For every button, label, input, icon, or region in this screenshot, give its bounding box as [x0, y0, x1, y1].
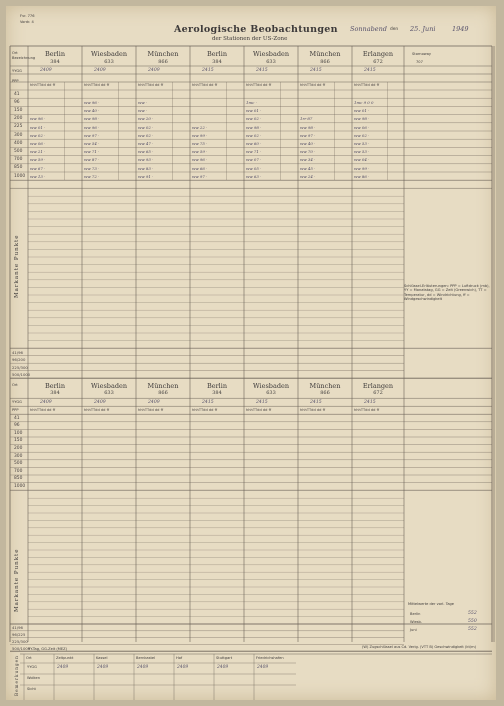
station-name-lower-1: Wiesbaden — [90, 382, 128, 391]
value-upper-3-2: ww 20 · — [138, 116, 154, 122]
value-upper-4-1: ww 96 · — [84, 124, 100, 130]
station-number-lower-1: 633 — [104, 390, 114, 397]
markante-punkte-label-lower: Markante Punkte — [14, 548, 20, 612]
station-name-upper-5: München — [309, 50, 341, 58]
bottom-cell-0-4: 2409 — [177, 665, 189, 670]
level-upper-1000: 1000 — [14, 173, 26, 179]
yygg-upper-2: 2409 — [148, 68, 160, 73]
bottom-cell-1-0: Wolken — [27, 676, 40, 680]
station-number-upper-1: 633 — [104, 59, 114, 65]
value-upper-4-5: ww 98 · — [300, 124, 316, 130]
value-upper-9-2: ww 83 · — [138, 165, 154, 171]
value-upper-10-1: ww 72 · — [84, 173, 100, 179]
bottom-col-5: Stuttgart — [216, 656, 233, 660]
date: 25. Juni — [410, 25, 436, 33]
level-upper-500: 500 — [14, 149, 23, 154]
subhead-lower-1: hhhTTdd dd ff — [84, 408, 110, 413]
form-number-2: Vordr. 4 — [20, 20, 34, 24]
subhead-lower-2: hhhTTdd dd ff — [138, 408, 164, 413]
mid-row-lower-3: 500/1000 — [12, 645, 31, 651]
value-upper-2-2: ww · — [138, 108, 148, 114]
yygg-label: YYGG — [12, 69, 22, 73]
value-upper-10-0: ww 13 · — [30, 173, 46, 179]
value-upper-3-6: ww 98 · — [354, 116, 370, 122]
level-lower-850: 850 — [14, 476, 23, 482]
station-number-lower-5: 866 — [320, 390, 330, 397]
yygg-upper-1: 2409 — [94, 68, 106, 73]
subhead-upper-2: hhhTTdd dd ff — [138, 83, 164, 87]
value-upper-5-4: ww 02 · — [246, 132, 262, 138]
subhead-lower-6: hhhTTdd dd ff — [354, 408, 380, 413]
value-upper-4-3: ww 22 · — [192, 124, 208, 130]
bemerkungen-label: Bemerkungen — [14, 655, 19, 696]
form-number: Fvr. 776 — [20, 14, 35, 18]
bottom-col-4: Hof — [176, 656, 183, 660]
bottom-cell-0-5: 2409 — [217, 665, 229, 670]
page-subtitle: der Stationen der US-Zone — [212, 36, 288, 42]
subhead-lower-4: hhhTTdd dd ff — [246, 408, 272, 413]
value-upper-9-5: ww 45 · — [300, 165, 316, 171]
value-upper-9-4: ww 05 · — [246, 165, 262, 171]
mid-row-upper-0: 41/96 — [12, 349, 23, 355]
station-number-lower-2: 866 — [158, 390, 168, 397]
value-upper-7-6: ww 53 · — [354, 149, 370, 155]
value-upper-9-0: ww 67 · — [30, 165, 46, 171]
date-prefix: den — [390, 27, 399, 32]
value-upper-7-0: ww 21 · — [30, 149, 46, 155]
value-upper-6-2: ww 47 · — [138, 141, 154, 146]
station-name-upper-4: Wiesbaden — [252, 50, 290, 58]
level-lower-41: 41 — [14, 415, 20, 421]
bottom-cell-0-1: 2409 — [57, 665, 69, 670]
mittelwerte-label: Mittelwerte der vorl. Tage — [408, 602, 455, 606]
yygg-lower-3: 2415 — [202, 400, 214, 406]
station-number-upper-5: 866 — [320, 59, 330, 65]
level-lower-300: 300 — [14, 453, 23, 459]
mid-row-upper-1: 96/200 — [12, 357, 26, 363]
station-number-lower-0: 384 — [50, 390, 60, 397]
value-upper-10-6: ww 86 · — [354, 173, 370, 179]
level-upper-700: 700 — [14, 157, 23, 163]
level-upper-400: 400 — [14, 140, 23, 146]
level-upper-850: 850 — [14, 165, 23, 171]
value-upper-6-5: ww 40 · — [300, 141, 316, 146]
value-upper-5-6: ww 02 · — [354, 132, 370, 138]
value-upper-7-1: ww 71 · — [84, 149, 100, 155]
subhead-upper-6: hhhTTdd dd ff — [354, 83, 380, 87]
subhead-upper-3: hhhTTdd dd ff — [192, 83, 218, 87]
value-upper-5-2: ww 02 · — [138, 132, 154, 138]
bottom-cell-0-3: 2409 — [137, 665, 149, 670]
value-upper-4-0: ww 01 · — [30, 124, 46, 130]
value-upper-6-6: ww 53 · — [354, 141, 370, 146]
level-upper-96: 96 — [14, 99, 20, 105]
mid-row-upper-2: 225/300 — [12, 364, 28, 370]
value-upper-3-5: 1rr 87 — [300, 116, 313, 122]
value-upper-1-2: ww · — [138, 100, 148, 105]
value-upper-8-2: ww 93 · — [138, 157, 154, 163]
value-upper-10-2: ww 91 · — [138, 173, 154, 179]
yygg-lower-6: 2415 — [364, 400, 376, 406]
level-upper-200: 200 — [14, 116, 23, 122]
bottom-col-6: Friedrichshafen — [256, 656, 284, 660]
value-upper-9-1: ww 73 · — [84, 165, 100, 171]
value-upper-9-6: ww 99 · — [354, 165, 370, 171]
value-upper-7-3: ww 59 · — [192, 149, 208, 155]
markante-punkte-label-upper: Markante Punkte — [14, 234, 20, 298]
value-upper-7-5: ww 70 · — [300, 149, 316, 155]
yygg-upper-6: 2415 — [364, 68, 376, 73]
bezeichnung-label: Bezeichnung — [12, 56, 36, 60]
mid-row-lower-2: 225/300 — [12, 639, 28, 644]
mittel-row-1: Wiesb. — [410, 620, 422, 624]
station-number-lower-4: 633 — [266, 390, 276, 397]
value-upper-5-1: ww 97 · — [84, 132, 100, 138]
value-upper-6-3: ww 75 · — [192, 141, 208, 146]
value-upper-3-0: ww 96 · — [30, 116, 46, 122]
yygg-upper-4: 2415 — [256, 68, 268, 73]
station-number-lower-3: 384 — [212, 390, 222, 397]
bottom-title: YY-Tag, GG-Zeit (MEZ) — [28, 647, 68, 651]
subhead-upper-4: hhhTTdd dd ff — [246, 83, 272, 87]
mittel-val-2: 552 — [468, 627, 477, 632]
value-upper-8-0: ww 59 · — [30, 157, 46, 163]
value-upper-6-4: ww 60 · — [246, 141, 262, 146]
level-upper-225: 225 — [14, 124, 23, 130]
station-name-lower-3: Berlin — [206, 382, 228, 391]
value-upper-8-3: ww 96 · — [192, 157, 208, 163]
key-notes: Schlüssel-Erläuterungen: PPP = Luftdruck (mb), YY = Monatstag, GG = Zeit (Greenwich), TT = Temperatur, dd = Windrichtung, ff = Windgeschwindigkeit — [404, 284, 490, 302]
level-upper-41: 41 — [14, 91, 20, 97]
bottom-cell-0-0: YYGG — [27, 665, 37, 669]
subhead-upper-5: hhhTTdd dd ff — [300, 83, 326, 87]
yygg-lower-0: 2409 — [40, 400, 52, 406]
value-upper-3-4: ww 02 · — [246, 116, 262, 122]
value-upper-5-3: ww 99 · — [192, 132, 208, 138]
value-upper-1-1: ww 96 · — [84, 100, 100, 105]
bottom-col-3: Bernkastel — [136, 656, 156, 660]
level-lower-1000: 1000 — [14, 484, 26, 489]
yygg-upper-0: 2409 — [40, 68, 52, 73]
value-upper-2-6: ww 01 · — [354, 108, 370, 114]
value-upper-1-4: 1mc · — [246, 100, 257, 105]
bottom-cell-0-6: 2409 — [257, 665, 269, 670]
station-name-lower-2: München — [147, 382, 179, 391]
value-upper-9-3: ww 66 · — [192, 165, 208, 171]
value-upper-2-4: ww 01 · — [246, 108, 262, 114]
value-upper-10-5: ww 24 · — [300, 173, 316, 179]
yygg-lower-5: 2415 — [310, 400, 322, 406]
station-number-upper-4: 633 — [266, 59, 276, 65]
value-upper-4-2: ww 02 · — [138, 124, 154, 130]
weekday: Sonnabend — [350, 25, 387, 33]
mid-row-upper-3: 500/1000 — [12, 372, 31, 378]
stornoway-num: 707 — [416, 60, 423, 64]
ppp-label-lower: PPP — [12, 408, 19, 413]
ort-label-lower: Ort — [12, 383, 18, 388]
level-lower-500: 500 — [14, 461, 23, 467]
value-upper-10-4: ww 63 · — [246, 173, 262, 179]
level-upper-300: 300 — [14, 132, 23, 138]
bottom-col-2: Kassel — [96, 656, 108, 660]
subhead-upper-1: hhhTTdd dd ff — [84, 83, 110, 87]
value-upper-2-1: ww 40 · — [84, 108, 100, 114]
station-name-upper-3: Berlin — [206, 50, 228, 58]
station-number-upper-2: 866 — [158, 59, 168, 65]
value-upper-5-5: ww 97 · — [300, 132, 316, 138]
yygg-upper-5: 2415 — [310, 68, 322, 73]
subhead-lower-5: hhhTTdd dd ff — [300, 408, 326, 413]
value-upper-4-4: ww 98 · — [246, 124, 262, 130]
value-upper-8-4: ww 07 · — [246, 157, 262, 163]
bottom-cell-0-2: 2409 — [97, 665, 109, 670]
value-upper-6-1: ww 54 · — [84, 141, 100, 146]
subhead-upper-0: hhhTTdd dd ff — [30, 83, 56, 87]
mittel-row-0: Berlin — [410, 612, 421, 616]
yygg-label-lower: YYGG — [12, 400, 22, 405]
value-upper-6-0: ww 06 · — [30, 141, 46, 146]
value-upper-10-3: ww 97 · — [192, 173, 208, 179]
value-upper-1-6: 1mc 9 0 0 — [354, 100, 374, 105]
level-lower-150: 150 — [14, 438, 23, 444]
level-upper-150: 150 — [14, 108, 23, 113]
level-lower-96: 96 — [14, 423, 20, 429]
station-name-lower-6: Erlangen — [362, 382, 394, 391]
station-number-upper-3: 384 — [212, 59, 222, 65]
page-title: Aerologische Beobachtungen — [174, 24, 338, 35]
ort-label: Ort — [12, 51, 18, 55]
bottom-note: (W) Zugschlüssel aus Cd. Verig. (VTT B) Geschwindigkeit (kt/m) — [362, 645, 476, 649]
year: 1949 — [452, 25, 469, 33]
level-lower-100: 100 — [14, 430, 23, 436]
ppp-label: PPP — [12, 79, 19, 83]
mittel-val-0: 552 — [468, 611, 477, 616]
yygg-upper-3: 2415 — [202, 68, 214, 73]
value-upper-8-5: ww 34 · — [300, 157, 316, 163]
mid-row-lower-1: 96/225 — [12, 632, 26, 638]
bottom-cell-2-0: Sicht — [27, 687, 36, 691]
station-name-upper-6: Erlangen — [362, 50, 394, 58]
bottom-col-1: Zeitpunkt — [56, 656, 74, 660]
value-upper-5-0: ww 02 · — [30, 132, 46, 138]
value-upper-7-4: ww 71 · — [246, 149, 262, 155]
level-lower-200: 200 — [14, 446, 23, 451]
station-name-lower-0: Berlin — [44, 382, 66, 391]
value-upper-8-6: ww 04 · — [354, 157, 370, 163]
station-number-lower-6: 672 — [373, 390, 383, 397]
station-name-lower-4: Wiesbaden — [252, 382, 290, 391]
station-number-upper-0: 384 — [50, 59, 60, 65]
yygg-lower-2: 2409 — [148, 400, 160, 406]
observation-sheet — [6, 6, 496, 700]
mittel-row-2: Juni — [410, 628, 417, 632]
station-name-upper-2: München — [147, 50, 179, 58]
value-upper-4-6: ww 06 · — [354, 124, 370, 130]
mittel-val-1: 550 — [468, 619, 477, 624]
bottom-col-0: Ort — [26, 656, 32, 660]
level-lower-700: 700 — [14, 468, 23, 474]
yygg-lower-4: 2415 — [256, 400, 268, 406]
subhead-lower-3: hhhTTdd dd ff — [192, 408, 218, 413]
subhead-lower-0: hhhTTdd dd ff — [30, 408, 56, 413]
station-name-upper-1: Wiesbaden — [90, 50, 128, 58]
station-name-upper-0: Berlin — [44, 50, 66, 58]
yygg-lower-1: 2409 — [94, 400, 106, 406]
station-number-upper-6: 672 — [373, 59, 383, 65]
mid-row-lower-0: 41/96 — [12, 625, 23, 631]
station-name-lower-5: München — [309, 382, 341, 391]
stornoway-label: Stornoway — [412, 52, 432, 56]
value-upper-3-1: ww 98 · — [84, 116, 100, 122]
value-upper-8-1: ww 87 · — [84, 157, 100, 163]
value-upper-7-2: ww 65 · — [138, 149, 154, 155]
